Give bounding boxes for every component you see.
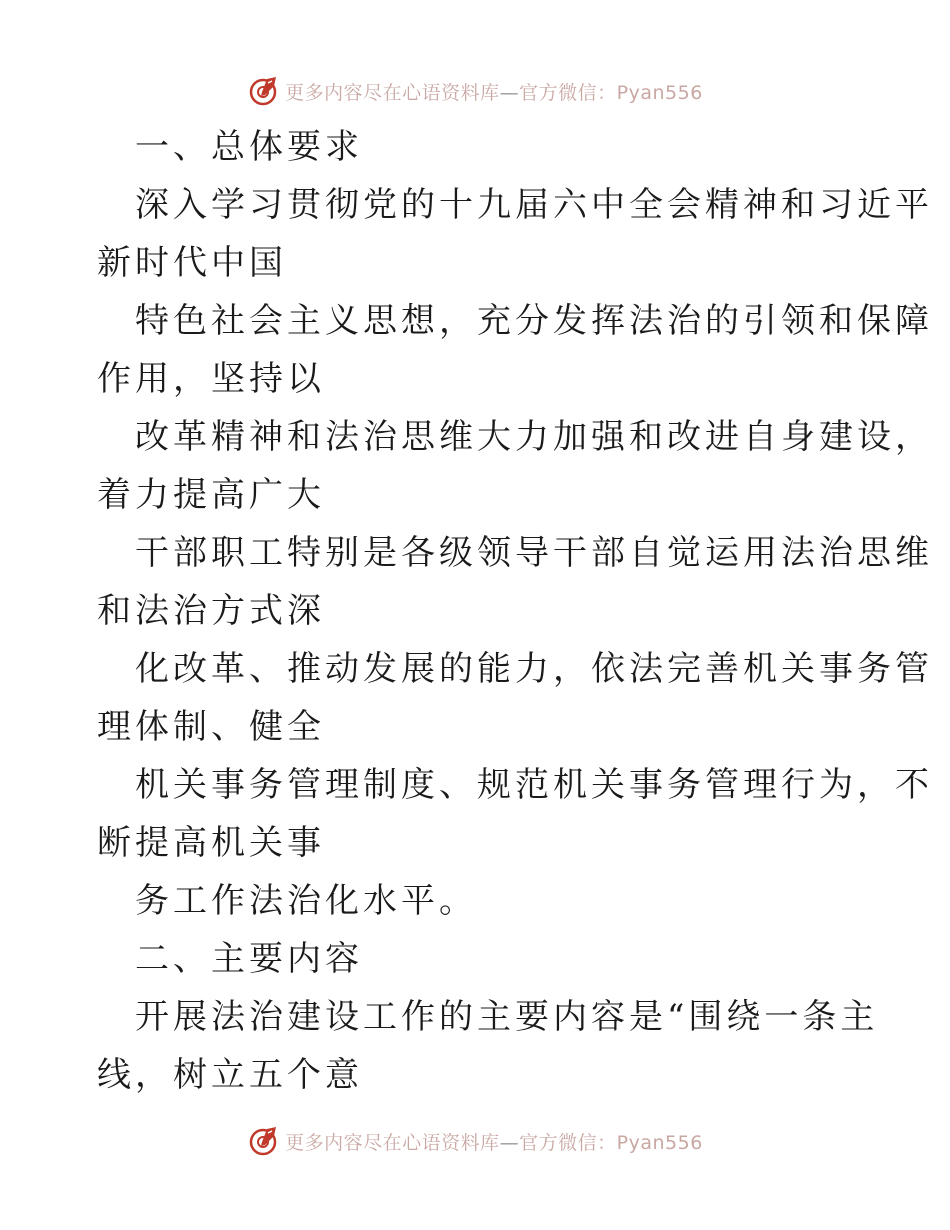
paragraph-line: 深入学习贯彻党的十九届六中全会精神和习近平 xyxy=(135,185,933,225)
watermark-main-text: 更多内容尽在心语资料库 xyxy=(285,1131,500,1154)
watermark-header xyxy=(0,71,950,111)
watermark-footer xyxy=(0,1121,950,1161)
paragraph-line: 作用，坚持以 xyxy=(97,359,325,399)
watermark-wechat-text: 官方微信：Pyan556 xyxy=(519,1131,703,1154)
watermark-separator: — xyxy=(499,1131,520,1154)
paragraph-line: 断提高机关事 xyxy=(97,823,325,863)
paragraph-line: 机关事务管理制度、规范机关事务管理行为，不 xyxy=(135,765,933,805)
heading-general-requirements: 一、总体要求 xyxy=(135,127,363,167)
watermark-text xyxy=(285,78,703,105)
paragraph-line: 改革精神和法治思维大力加强和改进自身建设， xyxy=(135,417,933,457)
paragraph-line: 线，树立五个意 xyxy=(97,1055,363,1095)
watermark-main-text: 更多内容尽在心语资料库 xyxy=(285,81,500,104)
watermark-wechat-text: 官方微信：Pyan556 xyxy=(519,81,703,104)
heading-main-content: 二、主要内容 xyxy=(135,939,363,979)
paragraph-line: 理体制、健全 xyxy=(97,707,325,747)
paragraph-line: 着力提高广大 xyxy=(97,475,325,515)
paragraph-line: 务工作法治化水平。 xyxy=(135,881,477,921)
paragraph-line: 和法治方式深 xyxy=(97,591,325,631)
document-body xyxy=(97,118,933,1104)
paragraph-line: 新时代中国 xyxy=(97,243,287,283)
paragraph-line: 特色社会主义思想，充分发挥法治的引领和保障 xyxy=(135,301,933,341)
paragraph-line: 开展法治建设工作的主要内容是“围绕一条主 xyxy=(135,997,879,1037)
watermark-text xyxy=(285,1128,703,1155)
paragraph-line: 干部职工特别是各级领导干部自觉运用法治思维 xyxy=(135,533,933,573)
pen-logo-icon xyxy=(247,1125,279,1157)
pen-logo-icon xyxy=(247,75,279,107)
paragraph-line: 化改革、推动发展的能力，依法完善机关事务管 xyxy=(135,649,933,689)
watermark-separator: — xyxy=(499,81,520,104)
